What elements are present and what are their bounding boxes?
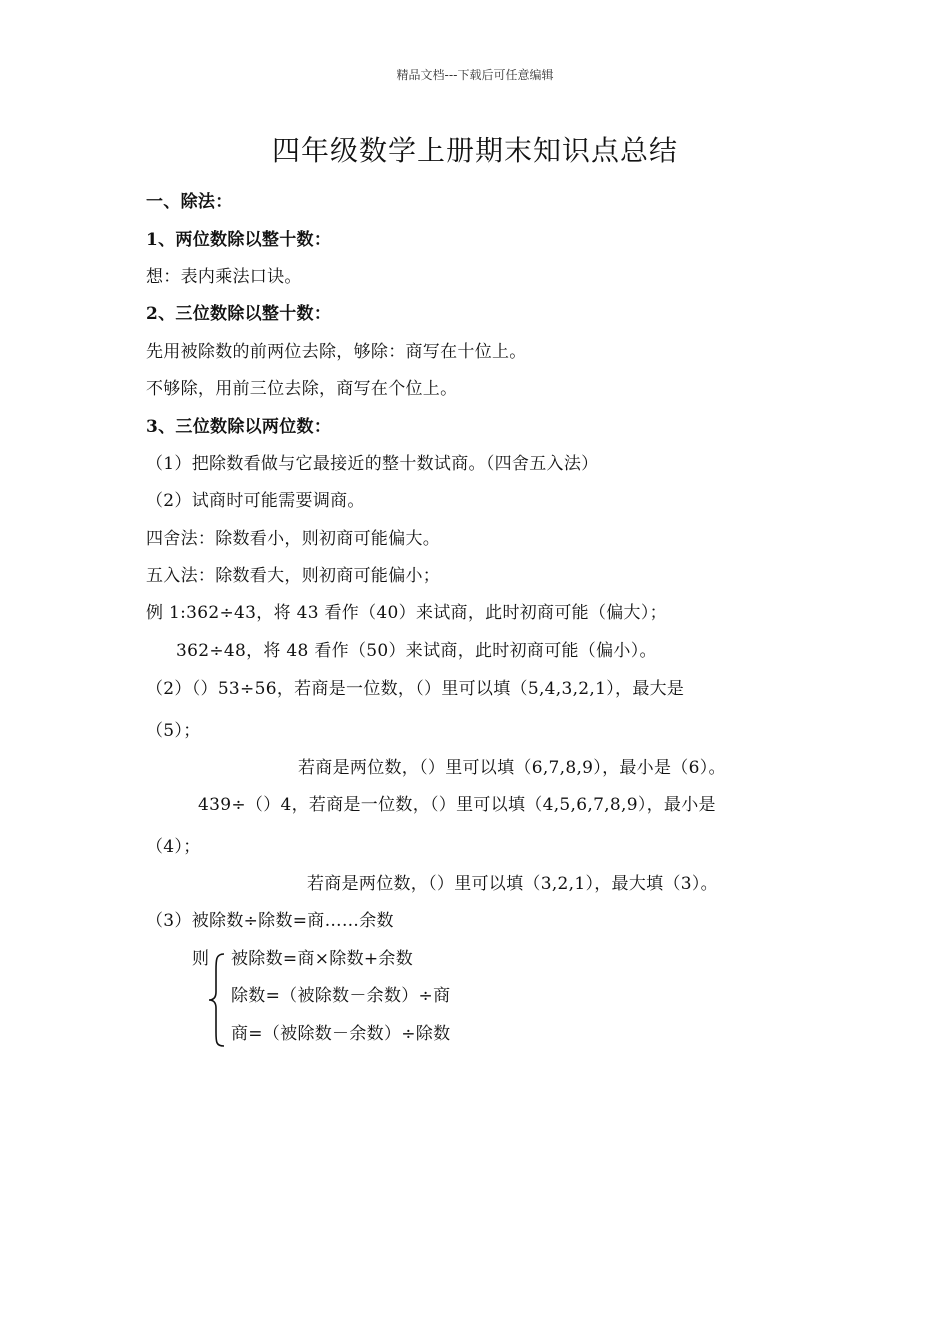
example-line: 若商是两位数，（）里可以填（3,2,1），最大填（3）。 (307, 874, 718, 894)
paragraph-line: 五入法：除数看大，则初商可能偏小； (146, 566, 441, 586)
paragraph-line: （1）把除数看做与它最接近的整十数试商。（四舍五入法） (146, 454, 599, 474)
section-heading-division: 一、除法： (146, 192, 233, 212)
paragraph-line: 想：表内乘法口诀。 (146, 267, 302, 287)
example-line: （4）； (146, 837, 201, 857)
example-line: （5）； (146, 721, 201, 741)
then-label: 则 (192, 949, 210, 969)
subsection-heading-3: 3、三位数除以两位数： (146, 417, 332, 437)
example-line: 362÷48，将 48 看作（50）来试商，此时初商可能（偏小）。 (176, 641, 657, 661)
formula-line: 商=（被除数－余数）÷除数 (231, 1024, 451, 1044)
paragraph-line: 先用被除数的前两位去除，够除：商写在十位上。 (146, 342, 527, 362)
subsection-heading-1: 1、两位数除以整十数： (146, 230, 332, 250)
curly-brace-icon (206, 952, 230, 1048)
page-header-note: 精品文档---下载后可任意编辑 (396, 68, 554, 82)
formula-line: 被除数=商×除数+余数 (231, 949, 414, 969)
paragraph-line: 不够除，用前三位去除，商写在个位上。 (146, 379, 458, 399)
example-line: 若商是两位数，（）里可以填（6,7,8,9），最小是（6）。 (298, 758, 726, 778)
subsection-heading-2: 2、三位数除以整十数： (146, 304, 332, 324)
example-line: 例 1:362÷43，将 43 看作（40）来试商，此时初商可能（偏大）； (146, 603, 667, 623)
example-line: 439÷（）4，若商是一位数，（）里可以填（4,5,6,7,8,9），最小是 (198, 795, 716, 815)
paragraph-line: 四舍法：除数看小，则初商可能偏大。 (146, 529, 441, 549)
example-line: （2）（）53÷56，若商是一位数，（）里可以填（5,4,3,2,1），最大是 (146, 679, 685, 699)
document-title: 四年级数学上册期末知识点总结 (271, 134, 678, 167)
formula-line: （3）被除数÷除数=商……余数 (146, 911, 394, 931)
formula-line: 除数=（被除数－余数）÷商 (231, 986, 451, 1006)
paragraph-line: （2）试商时可能需要调商。 (146, 491, 365, 511)
